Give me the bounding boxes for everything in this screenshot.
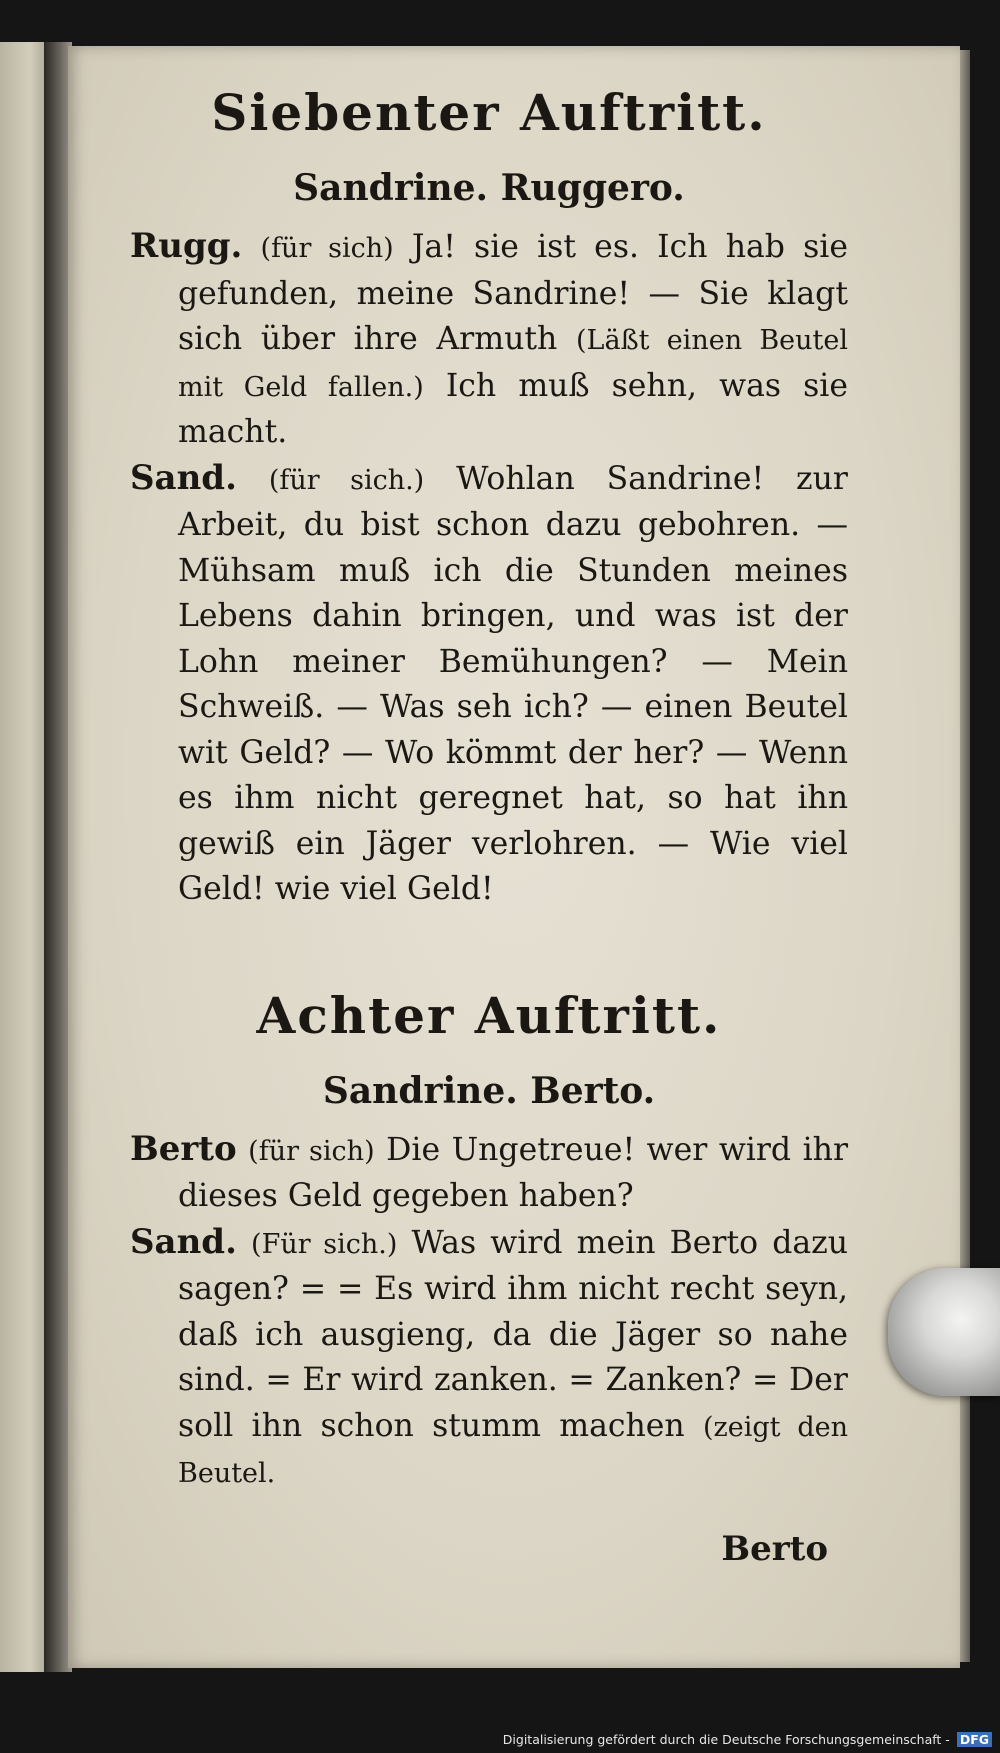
scene-8-cast: Sandrine. Berto.: [322, 1069, 656, 1112]
speaker-name: Sand.: [130, 1221, 237, 1262]
scene-7-title: Siebenter Auftritt.: [211, 83, 767, 142]
speaker-name: Rugg.: [130, 226, 243, 266]
section-gap: [130, 913, 848, 975]
page-edge: [960, 50, 970, 1662]
left-page-edge: [0, 42, 50, 1672]
speech-berto: [130, 1127, 848, 1220]
speech-sandrine: [130, 456, 848, 913]
speech-text: Ich muß sehn, was sie macht.: [178, 367, 848, 450]
speech-text: Ja! sie ist es. Ich hab sie gefunden, meine Sandrine! — Sie klagt sich über ihre Armuth: [178, 229, 848, 357]
speaker-name: Berto: [130, 1128, 237, 1169]
catchword: Berto: [721, 1528, 828, 1569]
footer-text: Digitalisierung gefördert durch die Deutsche Forschungsgemeinschaft -: [502, 1732, 950, 1747]
stage-direction: (zeigt den Beutel.: [178, 1411, 848, 1489]
stage-direction: (für sich.): [268, 464, 425, 496]
dfg-logo: DFG: [957, 1732, 992, 1747]
page-text: [130, 80, 848, 1569]
digitization-footer: [503, 1732, 992, 1747]
speech-text: Wohlan Sandrine! zur Arbeit, du bist schon dazu gebohren. — Mühsam muß ich die Stunden meines Lebens dahin bringen, und was ist der Lohn meiner Bemühungen? — Mein Schweiß. — Was seh ich? — einen Beutel wit Geld? — Wo kömmt der her? — Wenn es ihm nicht geregnet hat, so hat ihn gewiß ein Jäger verlohren. — Wie viel Geld! wie viel Geld!: [178, 460, 848, 907]
scene-8-title: Achter Auftritt.: [256, 985, 722, 1045]
speaker-name: Sand.: [130, 457, 237, 498]
stage-direction: (für sich): [260, 233, 394, 264]
scene-7-cast: Sandrine. Ruggero.: [293, 167, 685, 209]
stage-direction: (für sich): [248, 1135, 375, 1167]
page-clip: [888, 1268, 1000, 1396]
speech-text: Was wird mein Berto dazu sagen? = = Es wird ihm nicht recht seyn, daß ich ausgieng, da die Jäger so nahe sind. = Er wird zanken. = Zanken? = Der soll ihn schon stumm machen: [178, 1224, 849, 1444]
speech-text: Die Ungetreue! wer wird ihr dieses Geld gegeben haben?: [178, 1131, 848, 1214]
stage-direction: (Läßt einen Beutel mit Geld fallen.): [178, 325, 848, 403]
stage-direction: (Für sich.): [251, 1228, 398, 1260]
speech-sandrine-2: [130, 1220, 848, 1497]
speech-ruggero: [130, 224, 848, 456]
